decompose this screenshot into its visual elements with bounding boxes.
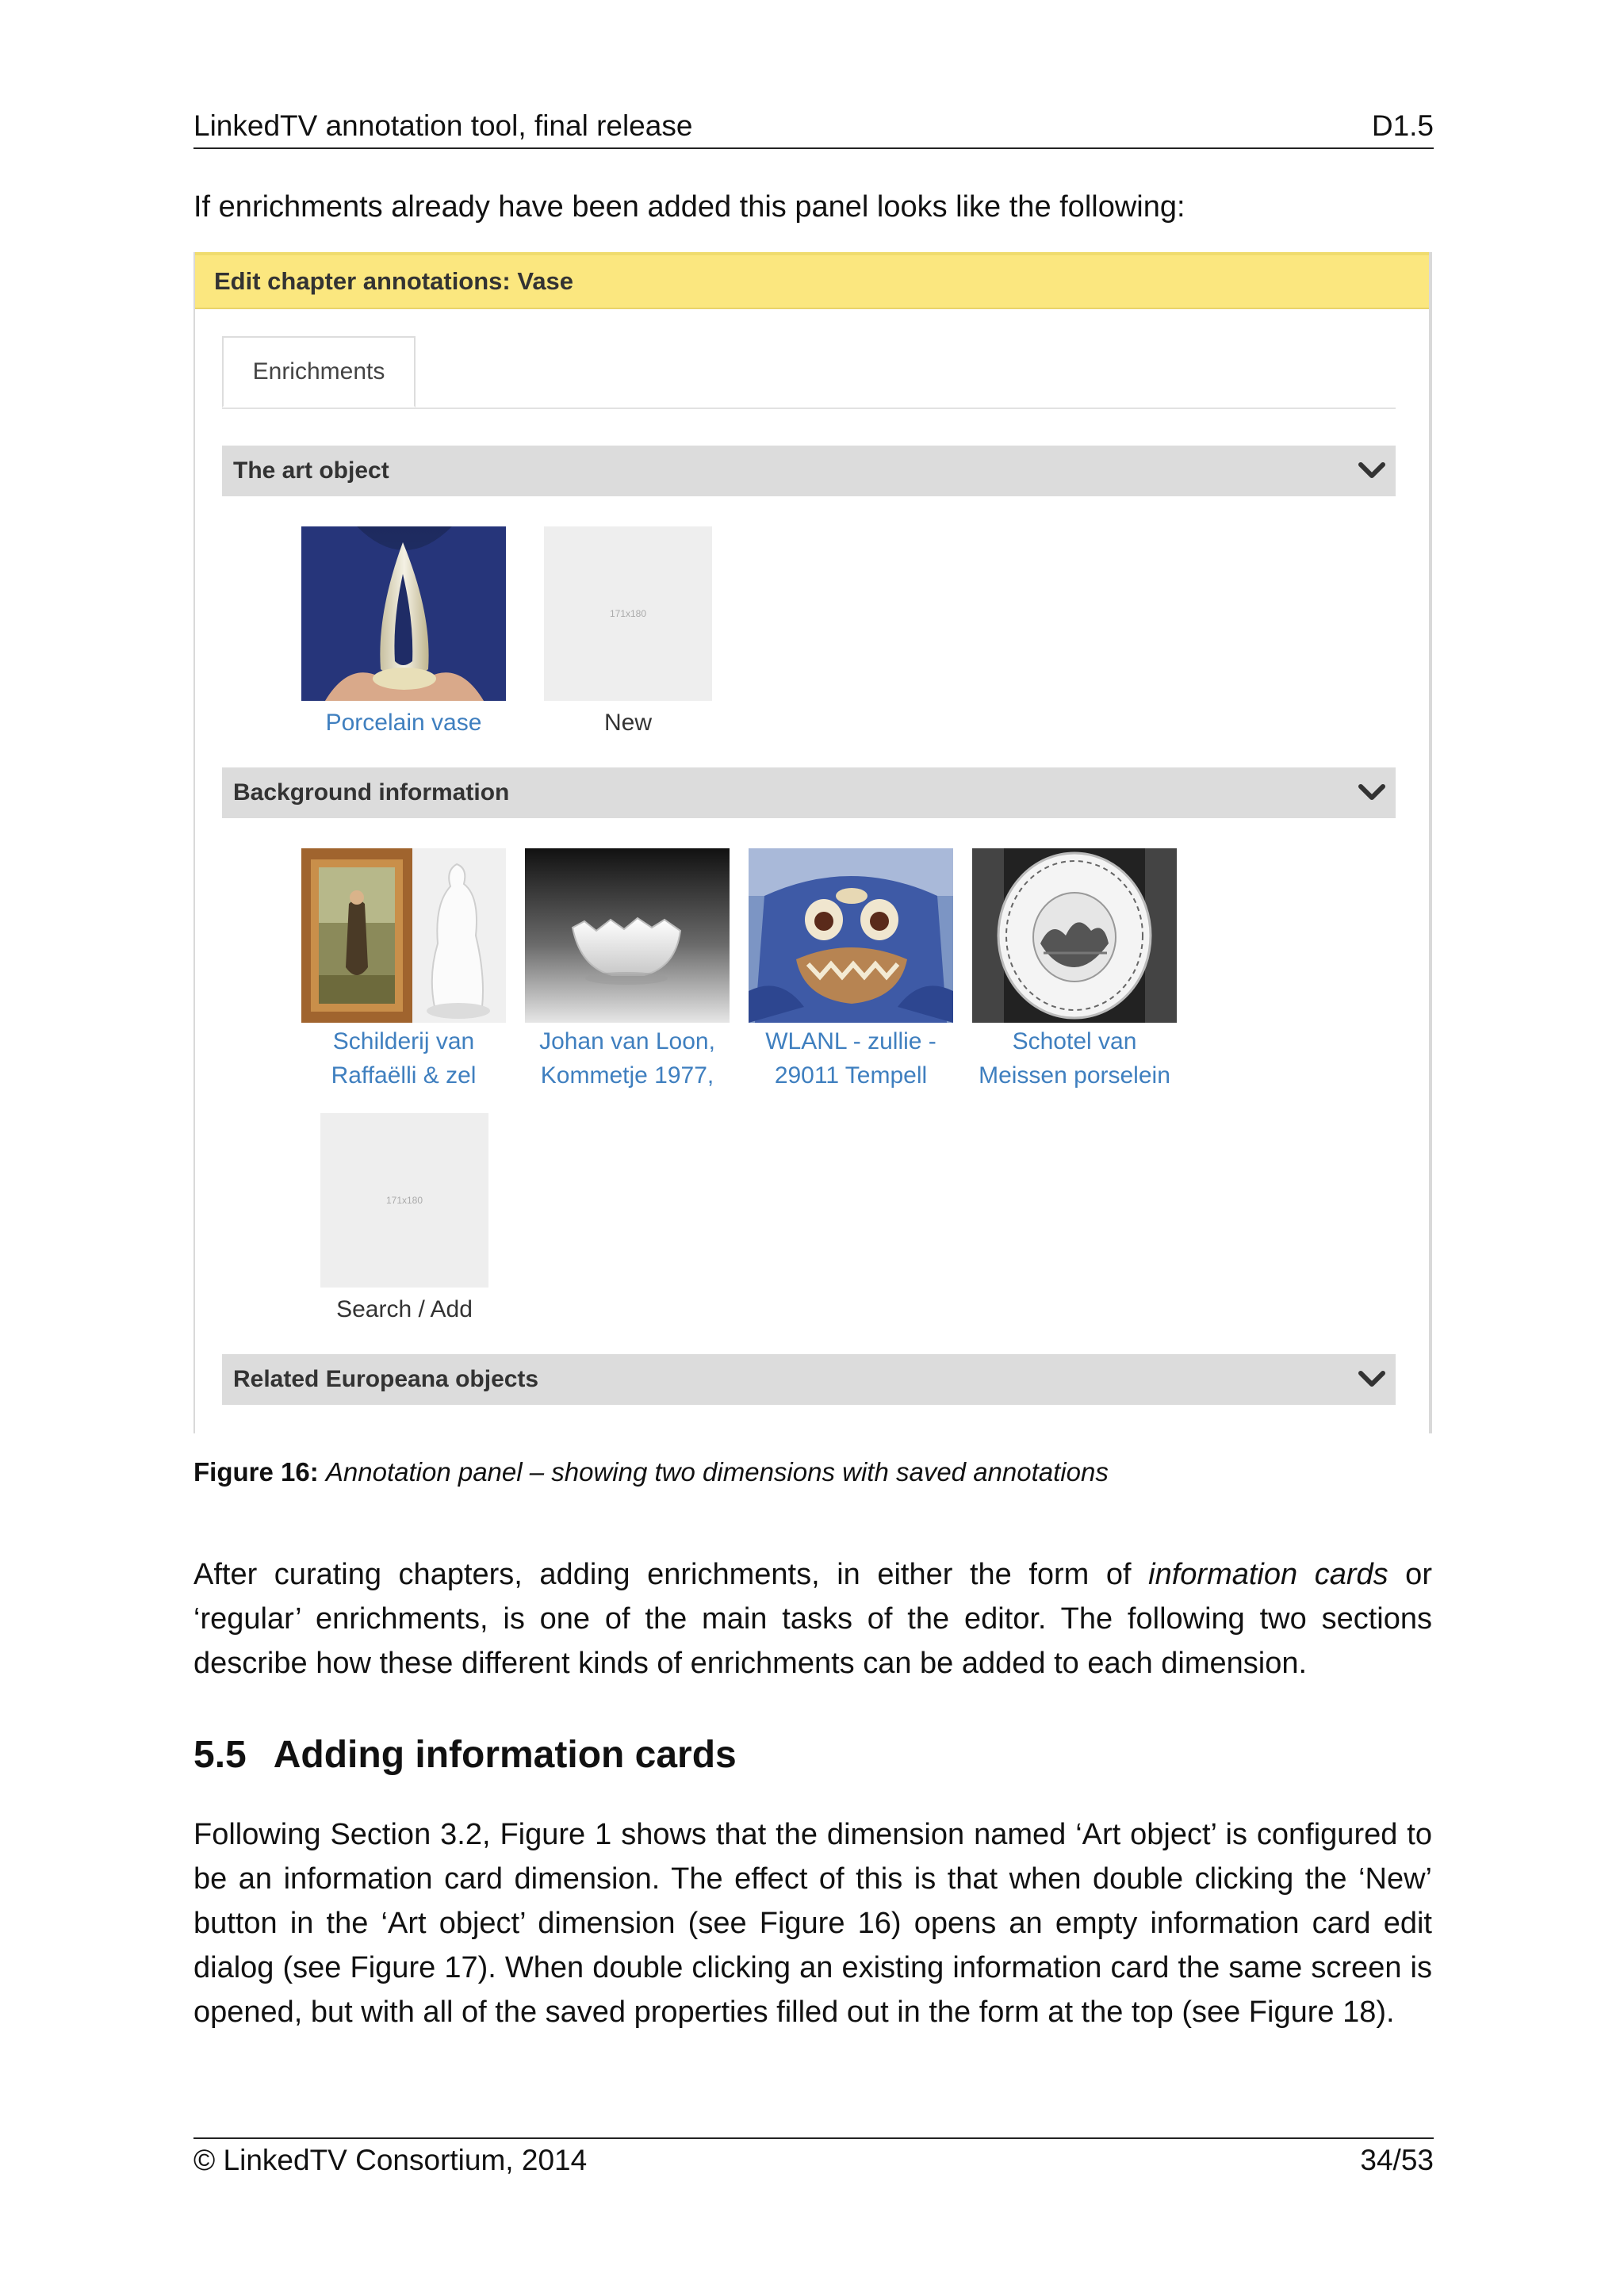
card-label-line: Johan van Loon, bbox=[539, 1028, 715, 1054]
new-button[interactable]: New bbox=[603, 710, 652, 736]
placeholder-image: 171x180 bbox=[544, 526, 712, 701]
vase-thumbnail bbox=[301, 526, 506, 701]
card-wlanl-zullie[interactable] bbox=[749, 848, 953, 1089]
card-label[interactable] bbox=[285, 1024, 522, 1093]
section-related-europeana-objects[interactable] bbox=[222, 1354, 1396, 1405]
ceramic-figure-thumbnail bbox=[749, 848, 953, 1023]
card-label-line: WLANL - zullie - bbox=[765, 1028, 936, 1054]
card-label-line: Kommetje 1977, bbox=[540, 1062, 714, 1089]
section-number: 5.5 bbox=[193, 1734, 247, 1776]
paragraph-information-cards: Following Section 3.2, Figure 1 shows that the dimension named ‘Art object’ is configured to be an information card dimension. The effect of this is that when double clicking the ‘New’ button in the ‘Art object’ dimension (see Figure 16) opens an empty information card edit dialog (see Figure 17). When double clicking an existing information card the same screen is opened, but with all of the saved properties filled out in the form at the top (see Figure 18). bbox=[193, 1818, 1432, 2029]
paragraph-enrichments bbox=[193, 1552, 1432, 1686]
section-title: Related Europeana objects bbox=[233, 1366, 539, 1392]
tab-enrichments[interactable]: Enrichments bbox=[222, 336, 416, 408]
footer-copyright: © LinkedTV Consortium, 2014 bbox=[193, 2144, 588, 2176]
chevron-down-icon[interactable] bbox=[1356, 1364, 1388, 1395]
annotation-panel-screenshot bbox=[193, 252, 1432, 1433]
page-header bbox=[193, 109, 1434, 149]
page-footer bbox=[193, 2137, 1434, 2177]
bowl-thumbnail bbox=[525, 848, 730, 1023]
section-title: Background information bbox=[233, 779, 510, 806]
painting-thumbnail bbox=[301, 848, 506, 1023]
search-add-button[interactable]: Search / Add bbox=[336, 1296, 473, 1322]
section-title: Adding information cards bbox=[273, 1734, 737, 1776]
paragraph-text: or ‘regular’ enrichments, is one of the main tasks of the editor. The following two sections describe how these different kinds of enrichments can be added to each dimension. bbox=[193, 1558, 1432, 1680]
header-title: LinkedTV annotation tool, final release bbox=[193, 109, 693, 142]
card-label[interactable]: Porcelain vase bbox=[325, 710, 482, 736]
plate-thumbnail bbox=[972, 848, 1177, 1023]
card-schotel-van-meissen[interactable] bbox=[972, 848, 1177, 1089]
card-label-line: Meissen porselein bbox=[979, 1062, 1170, 1089]
card-label[interactable] bbox=[733, 1024, 969, 1093]
section-background-information[interactable] bbox=[222, 767, 1396, 818]
header-doc-id: D1.5 bbox=[1371, 109, 1434, 142]
paragraph-emphasis: information cards bbox=[1148, 1558, 1388, 1591]
card-label-line: Schotel van bbox=[1012, 1028, 1137, 1054]
figure-caption bbox=[193, 1457, 1109, 1487]
card-porcelain-vase[interactable] bbox=[301, 526, 506, 736]
card-label[interactable] bbox=[509, 1024, 745, 1093]
paragraph-text: After curating chapters, adding enrichments, in either the form of bbox=[193, 1558, 1149, 1591]
card-label[interactable] bbox=[956, 1024, 1193, 1093]
card-new[interactable] bbox=[544, 526, 712, 736]
panel-title: Edit chapter annotations: Vase bbox=[195, 252, 1429, 309]
figure-label: Figure 16: bbox=[193, 1457, 319, 1487]
placeholder-image: 171x180 bbox=[320, 1113, 488, 1288]
card-johan-van-loon[interactable] bbox=[525, 848, 730, 1089]
section-title: The art object bbox=[233, 457, 389, 484]
tab-bar bbox=[222, 336, 1396, 409]
figure-caption-text: Annotation panel – showing two dimensions with saved annotations bbox=[325, 1457, 1109, 1487]
section-heading bbox=[193, 1733, 737, 1777]
card-label-line: Schilderij van bbox=[332, 1028, 475, 1054]
page-number: 34/53 bbox=[1360, 2144, 1434, 2176]
card-search-add[interactable] bbox=[320, 1113, 488, 1322]
chevron-down-icon[interactable] bbox=[1356, 777, 1388, 809]
section-art-object[interactable] bbox=[222, 446, 1396, 496]
intro-text: If enrichments already have been added this panel looks like the following: bbox=[193, 190, 1185, 224]
chevron-down-icon[interactable] bbox=[1356, 455, 1388, 487]
card-label-line: Raffaëlli & zel bbox=[331, 1062, 477, 1089]
card-label-line: 29011 Tempell bbox=[774, 1062, 928, 1089]
card-schilderij[interactable] bbox=[301, 848, 506, 1089]
